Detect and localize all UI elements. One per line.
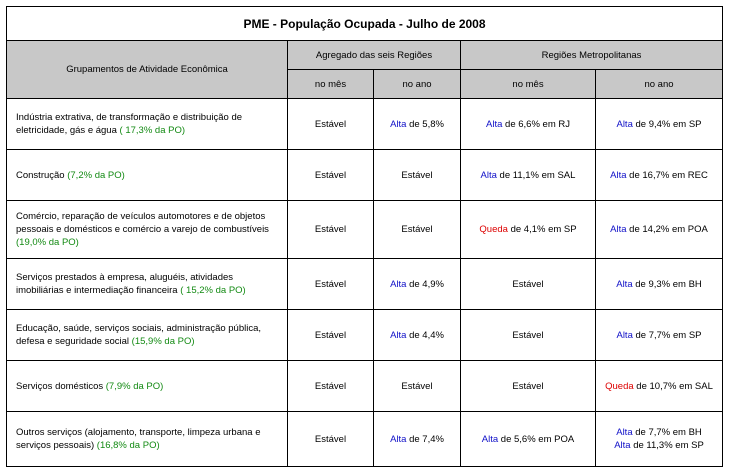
value-cell-metro-year [596,150,723,201]
title-row [7,7,723,41]
activity-group-label: Construção [16,169,65,181]
status-text: Estável [314,380,347,392]
activity-group-share: (7,9% da PO) [105,380,164,392]
table-row [7,99,723,150]
value-cell-metro-month [461,99,596,150]
alta-keyword: Alta [480,169,497,181]
queda-keyword: Queda [479,224,508,235]
status-text: Estável [512,278,544,290]
header-group: Grupamentos de Atividade Econômica [7,41,288,99]
change-detail: de 4,9% [406,278,444,290]
value-cell-agg-year [374,310,461,361]
change-detail: de 14,2% em POA [626,224,708,235]
status-text: Estável [314,278,347,290]
change-detail: de 16,7% em REC [626,169,708,181]
value-line [596,223,722,236]
value-line [596,380,722,393]
value-cell-agg-month [288,259,374,310]
value-cell-agg-month [288,150,374,201]
status-text: Estável [401,380,433,392]
change-detail: de 5,8% [406,118,444,130]
change-detail: de 9,4% em SP [632,118,702,130]
header-metro: Regiões Metropolitanas [461,41,723,70]
activity-group-cell [7,201,288,259]
activity-group-share: (15,9% da PO) [131,336,195,347]
value-cell-agg-year [374,259,461,310]
activity-group-share: ( 17,3% da PO) [119,125,186,136]
table-row [7,412,723,467]
value-line [288,169,373,182]
value-line [596,169,722,182]
alta-keyword: Alta [390,278,407,290]
value-cell-metro-year [596,412,723,467]
value-line [461,433,595,446]
alta-keyword: Alta [390,433,407,445]
value-line [288,380,373,393]
table-row [7,201,723,259]
activity-group-share: (16,8% da PO) [96,440,160,451]
value-cell-agg-year [374,201,461,259]
activity-group-share: (19,0% da PO) [16,237,79,248]
table-row [7,259,723,310]
value-cell-agg-month [288,412,374,467]
value-line [288,118,373,131]
value-line [461,278,595,291]
status-text: Estável [512,380,544,392]
value-cell-metro-year [596,201,723,259]
value-line [596,426,722,439]
status-text: Estável [314,224,347,235]
value-line [596,118,722,131]
activity-group-share: ( 15,2% da PO) [180,285,246,296]
value-line [374,223,460,236]
change-detail: de 6,6% em RJ [502,118,570,130]
alta-keyword: Alta [390,329,407,341]
value-line [461,118,595,131]
value-cell-agg-month [288,201,374,259]
value-cell-metro-month [461,412,596,467]
value-line [596,278,722,291]
activity-group-cell [7,259,288,310]
value-line [288,223,373,236]
value-cell-agg-year [374,412,461,467]
header-agg-month: no mês [288,70,374,99]
value-line [461,169,595,182]
value-line [374,278,460,291]
change-detail: de 10,7% em SAL [633,380,713,392]
change-detail: de 7,4% [406,433,444,445]
value-line [596,329,722,342]
status-text: Estável [314,329,347,341]
value-line [374,169,460,182]
header-metro-month: no mês [461,70,596,99]
value-line [461,380,595,393]
activity-group-label: Comércio, reparação de veículos automotores e de objetos pessoais e domésticos e comércio a varejo de combustíveis [16,211,269,235]
value-line [288,278,373,291]
change-detail: de 7,7% em SP [632,329,702,341]
alta-keyword: Alta [610,224,627,235]
activity-group-cell [7,99,288,150]
value-cell-metro-month [461,361,596,412]
activity-group-label: Indústria extrativa, de transformação e distribuição de eletricidade, gás e água [16,112,243,136]
value-cell-metro-year [596,310,723,361]
value-cell-metro-month [461,201,596,259]
status-text: Estável [401,169,433,181]
alta-keyword: Alta [486,118,503,130]
alta-keyword: Alta [390,118,407,130]
change-detail: de 11,3% em SP [630,440,704,451]
status-text: Estável [314,433,347,445]
queda-keyword: Queda [605,380,634,392]
value-cell-agg-month [288,310,374,361]
alta-keyword: Alta [614,440,631,451]
alta-keyword: Alta [616,329,633,341]
value-line [461,329,595,342]
value-cell-metro-month [461,310,596,361]
header-metro-year: no ano [596,70,723,99]
header-agg-year: no ano [374,70,461,99]
table-title: PME - População Ocupada - Julho de 2008 [7,7,723,41]
status-text: Estável [401,224,433,235]
change-detail: de 7,7% em BH [632,427,702,438]
activity-group-label: Educação, saúde, serviços sociais, administração pública, defesa e seguridade social [16,323,262,347]
value-cell-agg-year [374,99,461,150]
alta-keyword: Alta [481,433,499,445]
value-line [288,329,373,342]
change-detail: de 4,4% [406,329,444,341]
change-detail: de 11,1% em SAL [496,169,576,181]
alta-keyword: Alta [616,118,633,130]
value-cell-agg-month [288,361,374,412]
value-cell-metro-year [596,259,723,310]
value-cell-metro-month [461,259,596,310]
value-cell-metro-year [596,361,723,412]
alta-keyword: Alta [610,169,627,181]
activity-group-cell [7,150,288,201]
value-cell-agg-year [374,150,461,201]
value-line [374,329,460,342]
pme-table [6,6,723,467]
header-aggregate: Agregado das seis Regiões [288,41,461,70]
value-cell-metro-year [596,99,723,150]
activity-group-label: Outros serviços (alojamento, transporte, limpeza urbana e serviços pessoais) [16,427,261,451]
value-line [374,380,460,393]
activity-group-cell [7,361,288,412]
table-row [7,310,723,361]
status-text: Estável [314,169,347,181]
activity-group-label: Serviços prestados à empresa, aluguéis, atividades imobiliárias e intermediação financeira [16,272,234,296]
activity-group-cell [7,310,288,361]
table-row [7,361,723,412]
status-text: Estável [314,118,347,130]
value-cell-agg-month [288,99,374,150]
value-cell-agg-year [374,361,461,412]
value-line [461,223,595,236]
value-line [288,433,373,446]
table-row [7,150,723,201]
value-line [596,439,722,452]
activity-group-share: (7,2% da PO) [67,169,125,181]
alta-keyword: Alta [616,427,633,438]
change-detail: de 5,6% em POA [498,433,575,445]
activity-group-label: Serviços domésticos [16,380,104,392]
value-cell-metro-month [461,150,596,201]
value-line [374,118,460,131]
activity-group-cell [7,412,288,467]
alta-keyword: Alta [616,278,633,290]
header-row-main [7,41,723,70]
change-detail: de 9,3% em BH [632,278,702,290]
value-line [374,433,460,446]
status-text: Estável [512,329,544,341]
change-detail: de 4,1% em SP [507,224,577,235]
